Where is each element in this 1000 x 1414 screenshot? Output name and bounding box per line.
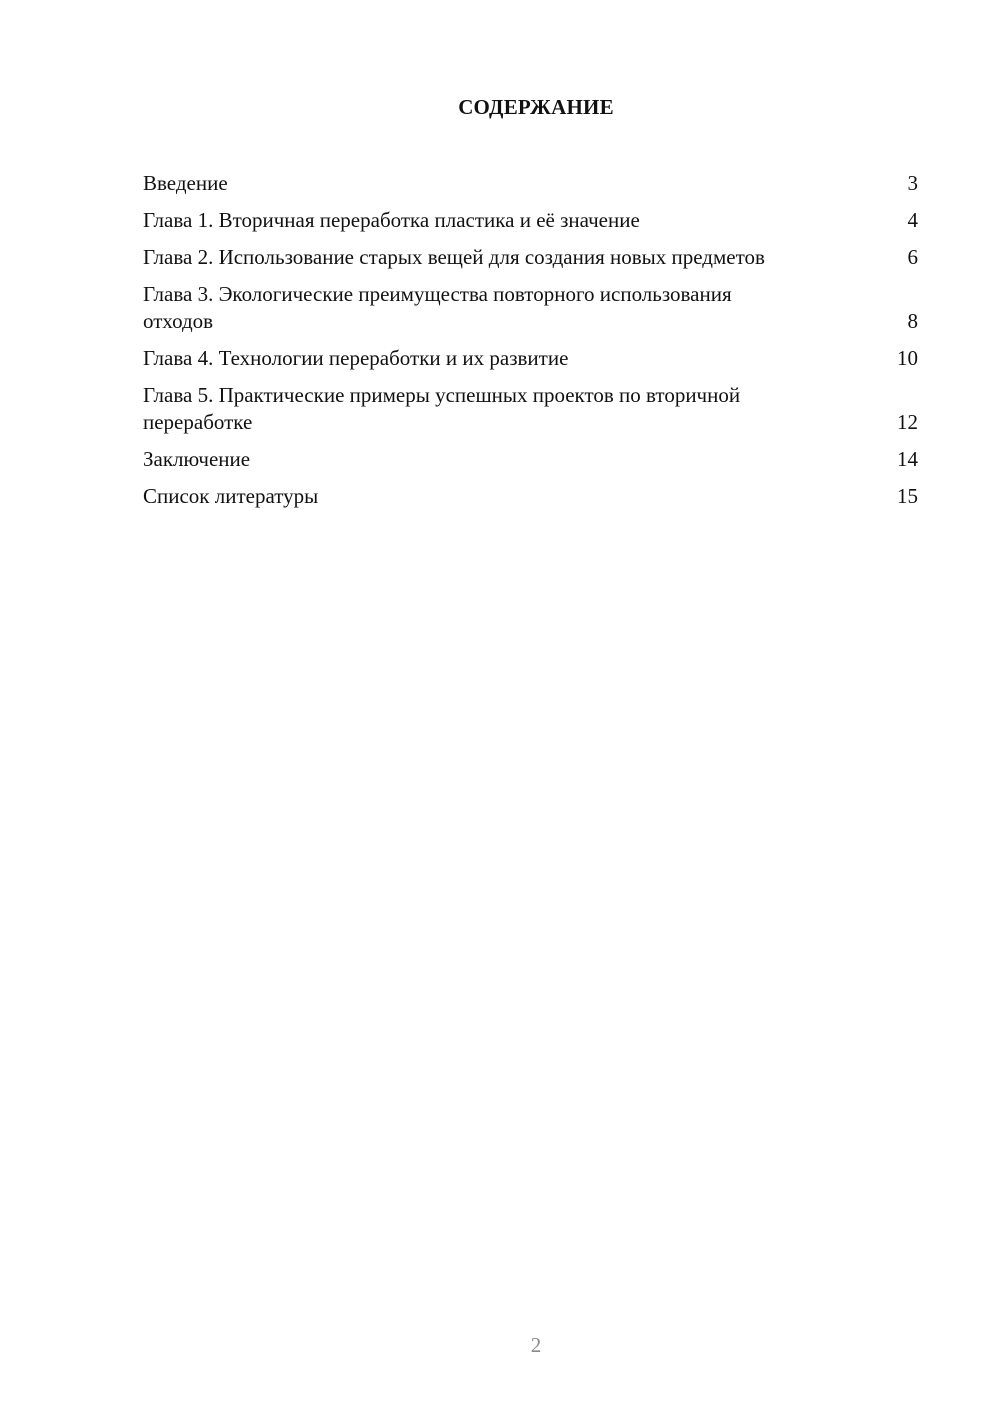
toc-entry-text: Глава 3. Экологические преимущества повторного использования отходов (143, 282, 732, 333)
toc-entry-page: 14 (897, 447, 918, 471)
toc-entry-text: Заключение (143, 447, 251, 471)
toc-entry-text: Глава 5. Практические примеры успешных проектов по вторичной переработке (143, 383, 741, 434)
toc-entry-page: 4 (907, 208, 918, 232)
toc-entry-chapter-4 (143, 345, 918, 372)
toc-entry-text: Глава 2. Использование старых вещей для создания новых предметов (143, 245, 765, 269)
toc-entry-text: Введение (143, 171, 228, 195)
toc-entry-page: 6 (907, 245, 918, 269)
toc-entry-page: 3 (907, 171, 918, 195)
page-title: СОДЕРЖАНИЕ (458, 95, 614, 119)
toc-entry-introduction (143, 170, 918, 197)
toc-entry-text: Глава 4. Технологии переработки и их развитие (143, 346, 569, 370)
toc-entry-page: 12 (897, 410, 918, 434)
toc-entry-page: 15 (897, 484, 918, 508)
toc-entry-conclusion (143, 446, 918, 473)
toc-entry-chapter-5 (143, 382, 918, 436)
toc-entry-text: Список литературы (143, 484, 319, 508)
table-of-contents (143, 170, 918, 520)
toc-entry-bibliography (143, 483, 918, 510)
toc-entry-text: Глава 1. Вторичная переработка пластика и её значение (143, 208, 640, 232)
toc-entry-page: 8 (907, 309, 918, 333)
page-number: 2 (530, 1333, 542, 1357)
toc-entry-chapter-2 (143, 244, 918, 271)
toc-entry-page: 10 (897, 346, 918, 370)
toc-entry-chapter-3 (143, 281, 918, 335)
toc-entry-chapter-1 (143, 207, 918, 234)
